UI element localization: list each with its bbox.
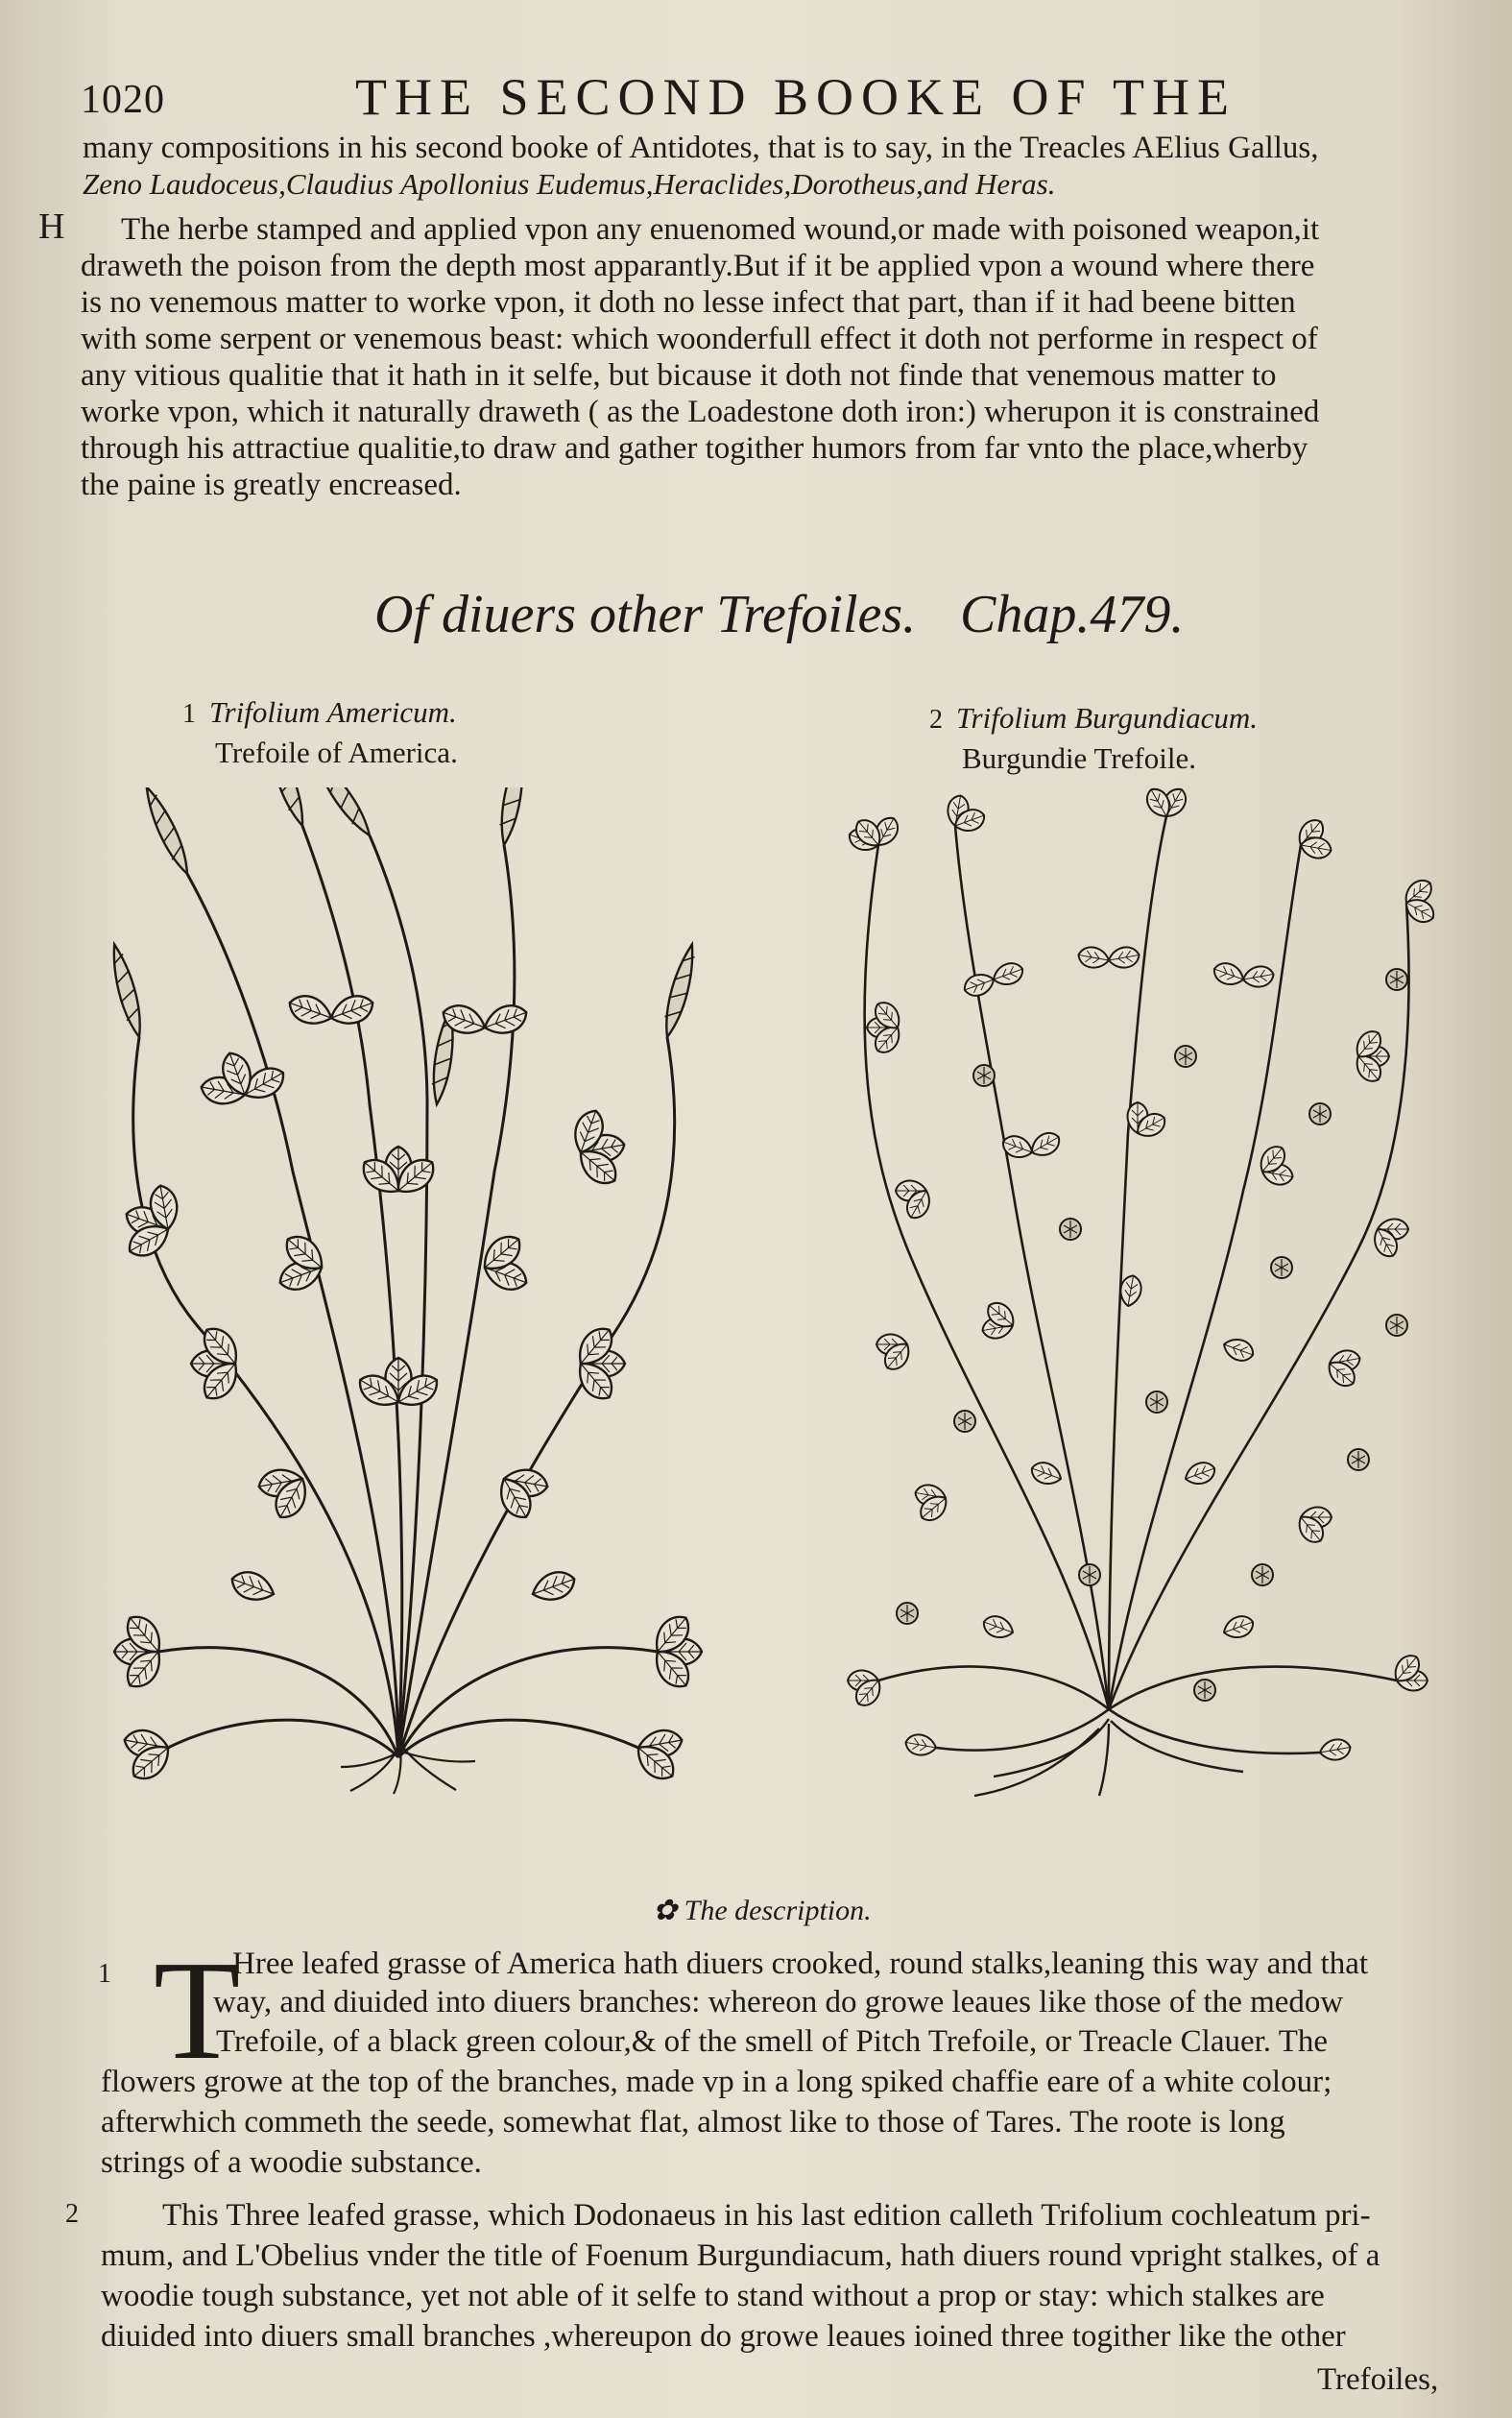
opening-text	[83, 130, 1455, 203]
section-marker: H	[38, 206, 65, 247]
paragraph-2-body	[101, 2195, 1380, 2357]
figure-english-name: Burgundie Trefoile.	[962, 741, 1196, 775]
figure-latin-name: Trifolium Americum.	[209, 695, 457, 729]
fleuron-icon: ✿	[653, 1895, 684, 1926]
figure-number: 1	[182, 699, 196, 729]
text-line: through his attractiue qualitie,to draw and gather togither humors from far vnto the place,wherby	[81, 431, 1308, 466]
text-line: mum, and L'Obelius vnder the title of Foenum Burgundiacum, hath diuers round vpright stalkes, of a	[101, 2238, 1380, 2273]
figure-number: 2	[929, 705, 943, 735]
chapter-number: Chap.479.	[960, 585, 1185, 644]
paragraph-1-body	[101, 2021, 1332, 2183]
text-line: the paine is greatly encreased.	[81, 468, 462, 502]
text-line: Zeno Laudoceus,Claudius Apollonius Eudemus,Heraclides,Dorotheus,and Heras.	[83, 167, 1056, 201]
text-line: diuided into diuers small branches ,whereupon do growe leaues ioined three togither like the other	[101, 2319, 1346, 2354]
woodcut-trefoile-of-america	[82, 787, 734, 1796]
text-line: Trefoile, of a black green colour,& of the smell of Pitch Trefoile, or Treacle Clauer. The	[216, 2024, 1329, 2059]
drop-cap: T	[154, 1932, 241, 2090]
chapter-heading	[374, 584, 1430, 651]
running-head	[77, 67, 1459, 134]
text-line: many compositions in his second booke of Antidotes, that is to say, in the Treacles AElius Gallus,	[83, 131, 1319, 165]
text-line: way, and diuided into diuers branches: whereon do growe leaues like those of the medow	[213, 1985, 1344, 2019]
figure-latin-name: Trifolium Burgundiacum.	[956, 701, 1259, 735]
figure-caption-2	[929, 699, 1258, 778]
text-line: worke vpon, which it naturally draweth ( as the Loadestone doth iron:) wherupon it is constrained	[81, 395, 1320, 429]
book-title: THE SECOND BOOKE OF THE	[355, 68, 1237, 126]
text-line: any vitious qualitie that it hath in it selfe, but bicause it doth not finde that venemous matter to	[81, 358, 1277, 393]
text-line: strings of a woodie substance.	[101, 2145, 482, 2180]
text-line: Hree leafed grasse of America hath diuers crooked, round stalks,leaning this way and that	[232, 1946, 1369, 1981]
section-h-text	[81, 211, 1465, 503]
text-line: afterwhich commeth the seede, somewhat flat, almost like to those of Tares. The roote is long	[101, 2105, 1285, 2140]
text-line: with some serpent or venemous beast: which woonderfull effect it doth not performe in respect of	[81, 322, 1318, 356]
text-line: draweth the poison from the depth most apparantly.But if it be applied vpon a wound where there	[81, 249, 1315, 283]
figure-english-name: Trefoile of America.	[215, 736, 458, 769]
text-line: This Three leafed grasse, which Dodonaeus in his last edition calleth Trifolium cochleatum pri-	[162, 2198, 1371, 2233]
text-line: is no venemous matter to worke vpon, it doth no lesse infect that part, than if it had beene bitten	[81, 285, 1296, 320]
paragraph-number: 1	[98, 1959, 111, 1989]
text-line: woodie tough substance, yet not able of it selfe to stand without a prop or stay: which stalkes are	[101, 2279, 1325, 2313]
description-heading-text: The description.	[684, 1895, 872, 1926]
text-line: The herbe stamped and applied vpon any enuenomed wound,or made with poisoned weapon,it	[121, 212, 1320, 247]
description-heading	[653, 1894, 872, 1927]
figure-caption-1	[182, 693, 458, 772]
woodcut-burgundie-trefoile	[821, 787, 1454, 1805]
text-line: flowers growe at the top of the branches, made vp in a long spiked chaffie eare of a white colour;	[101, 2065, 1332, 2099]
page-number: 1020	[81, 78, 165, 122]
paragraph-number: 2	[65, 2199, 79, 2229]
catchword: Trefoiles,	[1317, 2362, 1439, 2397]
paragraph-1-lead	[213, 1945, 1369, 2021]
chapter-title: Of diuers other Trefoiles.	[374, 585, 917, 644]
